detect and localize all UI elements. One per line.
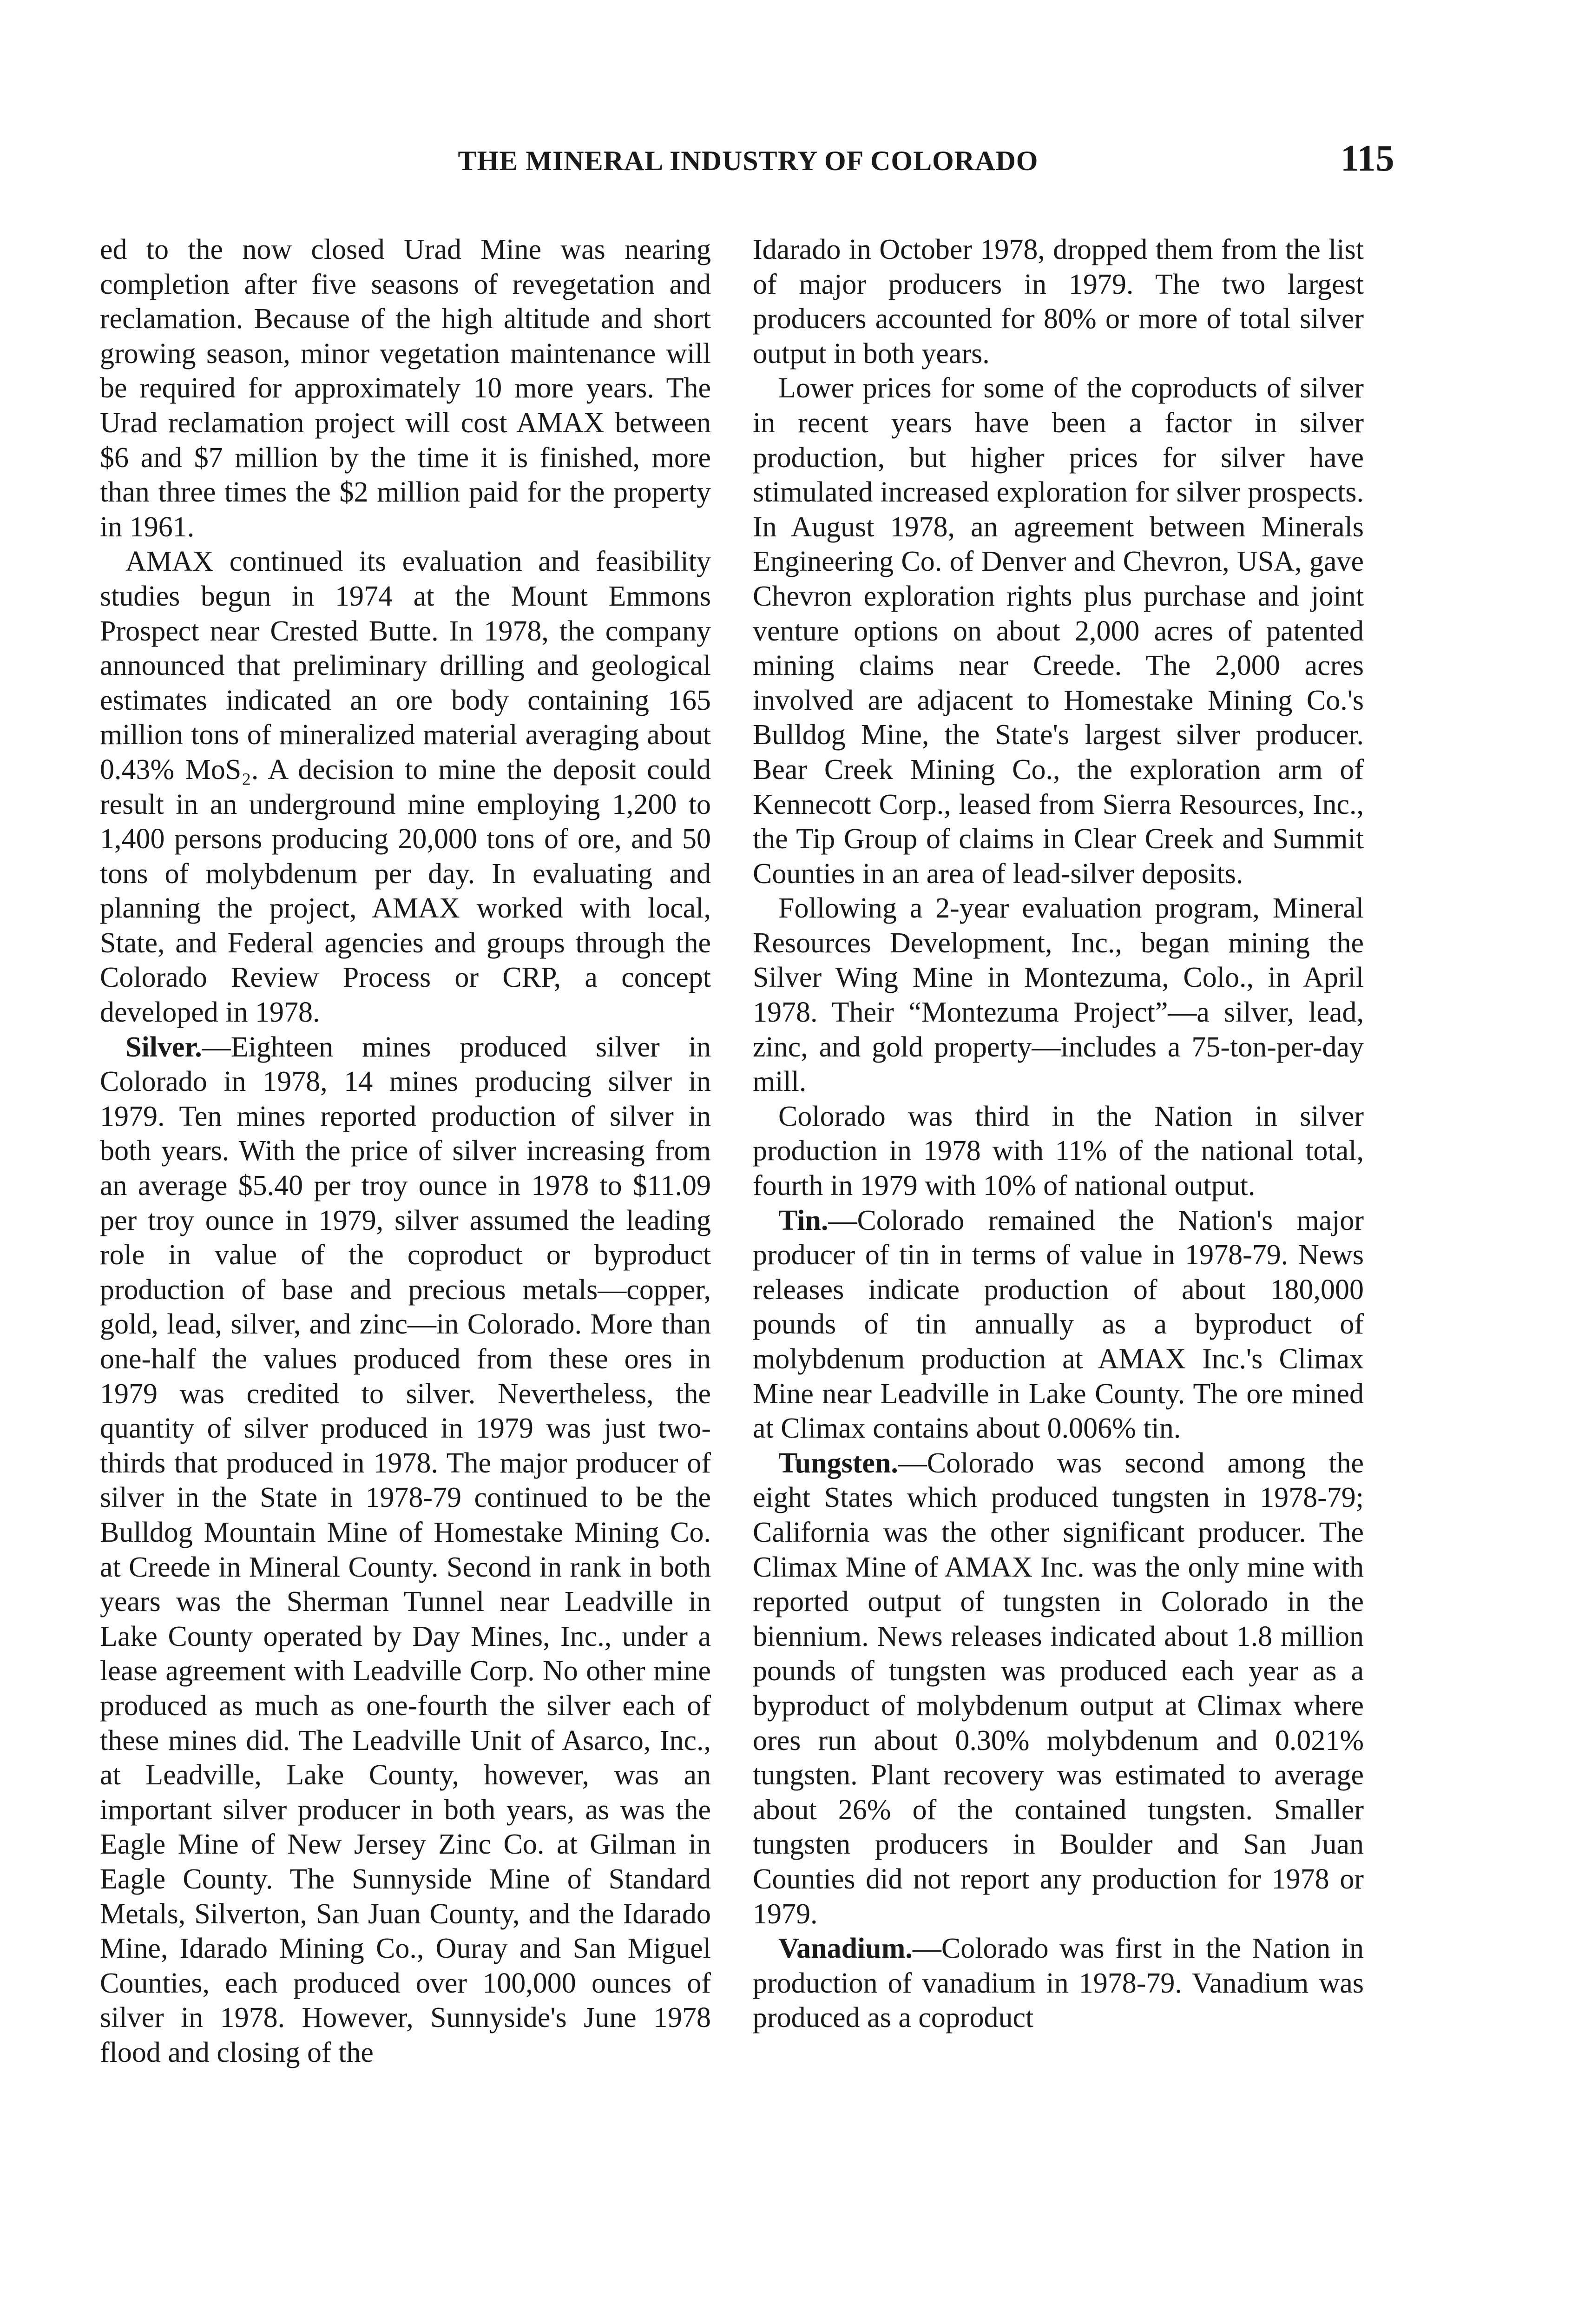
paragraph-silver-rank: Colorado was third in the Nation in silver production in 1978 with 11% of the national total, fourth in 1979 with 10% of national output. [753, 1100, 1364, 1202]
paragraph-silver-text: —Eighteen mines produced silver in Colorado in 1978, 14 mines producing silver in 1979. Ten mines reported production of silver in both years. With the price of silver increasing from an average $5.40 per troy ounce in 1978 to $11.09 per troy ounce in 1979, silver assumed the leading role in value of the coproduct or byproduct production of base and precious metals—copper, gold, lead, silver, and zinc—in Colorado. More than one-half the values produced from these ores in 1979 was credited to silver. Nevertheless, the quantity of silver produced in 1979 was just two-thirds that produced in 1978. The major producer of silver in the State in 1978-79 continued to be the Bulldog Mountain Mine of Homestake Mining Co. at Creede in Mineral County. Second in rank in both years was the Sherman Tunnel near Leadville in Lake County operated by Day Mines, Inc., under a lease agreement with Leadville Corp. No other mine produced as much as one-fourth the silver each of these mines did. The Leadville Unit of Asarco, Inc., at Leadville, Lake County, however, was an important silver producer in both years, as was the Eagle Mine of New Jersey Zinc Co. at Gilman in Eagle County. The Sunnyside Mine of Standard Metals, Silverton, San Juan County, and the Idarado Mine, Idarado Mining Co., Ouray and San Miguel Counties, each produced over 100,000 ounces of silver in 1978. However, Sunnyside's June 1978 flood and closing of the [100, 1031, 711, 2068]
section-heading-tin: Tin. [778, 1204, 828, 1236]
right-column [753, 232, 1364, 2035]
paragraph-tin [753, 1203, 1364, 1446]
left-column [100, 232, 711, 2070]
section-heading-silver: Silver. [125, 1031, 202, 1063]
paragraph-silver-exploration: Lower prices for some of the coproducts of silver in recent years have been a factor in silver production, but higher prices for silver have stimulated increased exploration for silver prospects. In August 1978, an agreement between Minerals Engineering Co. of Denver and Chevron, USA, gave Chevron exploration rights plus purchase and joint venture options on about 2,000 acres of patented mining claims near Creede. The 2,000 acres involved are adjacent to Homestake Mining Co.'s Bulldog Mine, the State's largest silver producer. Bear Creek Mining Co., the exploration arm of Kennecott Corp., leased from Sierra Resources, Inc., the Tip Group of claims in Clear Creek and Summit Counties in an area of lead-silver deposits. [753, 372, 1364, 890]
paragraph-tin-text: —Colorado remained the Nation's major producer of tin in terms of value in 1978-79. News releases indicate production of about 180,000 pounds of tin annually as a byproduct of molybdenum production at AMAX Inc.'s Climax Mine near Leadville in Lake County. The ore mined at Climax contains about 0.006% tin. [753, 1204, 1364, 1445]
paragraph-urad-reclamation: ed to the now closed Urad Mine was nearing completion after five seasons of revegetation and reclamation. Because of the high altitude and short growing season, minor vegetation maintenance will be required for approximately 10 more years. The Urad reclamation project will cost AMAX between $6 and $7 million by the time it is finished, more than three times the $2 million paid for the property in 1961. [100, 234, 711, 543]
section-heading-tungsten: Tungsten. [778, 1447, 898, 1479]
running-title: THE MINERAL INDUSTRY OF COLORADO [458, 145, 1039, 176]
paragraph-vanadium-text: —Colorado was first in the Nation in production of vanadium in 1978-79. Vanadium was produced as a coproduct [753, 1933, 1364, 2034]
paragraph-silver [100, 1030, 711, 2070]
paragraph-mount-emmons: AMAX continued its evaluation and feasibility studies begun in 1974 at the Mount Emmons Prospect near Crested Butte. In 1978, the company announced that preliminary drilling and geological estimates indicated an ore body containing 165 million tons of mineralized material averaging about 0.43% MoS₂. A decision to mine the deposit could result in an underground mine employing 1,200 to 1,400 persons producing 20,000 tons of ore, and 50 tons of molybdenum per day. In evaluating and planning the project, AMAX worked with local, State, and Federal agencies and groups through the Colorado Review Process or CRP, a concept developed in 1978. [100, 546, 711, 1029]
section-heading-vanadium: Vanadium. [778, 1933, 913, 1965]
paragraph-tungsten [753, 1446, 1364, 1931]
paragraph-tungsten-text: —Colorado was second among the eight States which produced tungsten in 1978-79; California was the other significant producer. The Climax Mine of AMAX Inc. was the only mine with reported output of tungsten in Colorado in the biennium. News releases indicated about 1.8 million pounds of tungsten was produced each year as a byproduct of molybdenum output at Climax where ores run about 0.30% molybdenum and 0.021% tungsten. Plant recovery was estimated to average about 26% of the contained tungsten. Smaller tungsten producers in Boulder and San Juan Counties did not report any production for 1978 or 1979. [753, 1447, 1364, 1930]
page-number: 115 [1341, 138, 1394, 179]
paragraph-montezuma-project: Following a 2-year evaluation program, Mineral Resources Development, Inc., began mining the Silver Wing Mine in Montezuma, Colo., in April 1978. Their “Montezuma Project”—a silver, lead, zinc, and gold property—includes a 75-ton-per-day mill. [753, 892, 1364, 1098]
paragraph-idarado: Idarado in October 1978, dropped them from the list of major producers in 1979. The two largest producers accounted for 80% or more of total silver output in both years. [753, 234, 1364, 370]
paragraph-vanadium [753, 1931, 1364, 2035]
